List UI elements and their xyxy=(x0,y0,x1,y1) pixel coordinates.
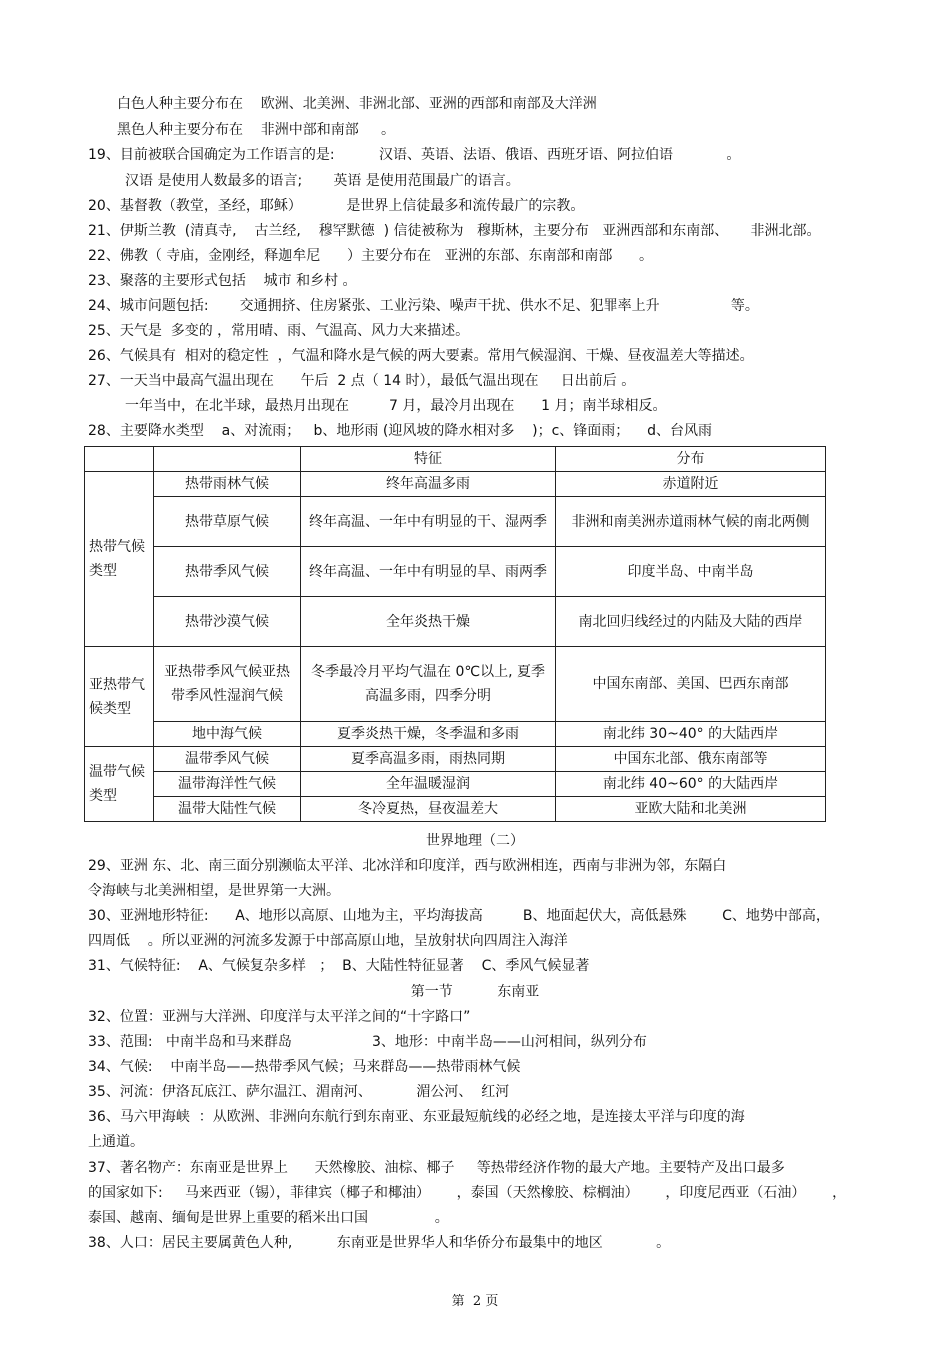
line-29-cont: 令海峡与北美洲相望，是世界第一大洲。 xyxy=(88,883,340,899)
climate-type-cell: 地中海气候 xyxy=(154,722,301,747)
table-row xyxy=(85,722,826,747)
header-cell-feature: 特征 xyxy=(301,447,556,472)
subsection-title: 第一节 东南亚 xyxy=(410,984,540,1000)
line-black-race: 黑色人种主要分布在 非洲中部和南部 。 xyxy=(117,122,396,138)
line-29: 29、亚洲 东、北、南三面分别濒临太平洋、北冰洋和印度洋，西与欧洲相连，西南与非洲为邻，东隔白 xyxy=(88,858,727,874)
line-35: 35、河流：伊洛瓦底江、萨尔温江、湄南河、 湄公河、 红河 xyxy=(88,1084,510,1100)
table-row xyxy=(85,497,826,547)
line-37-cont2: 泰国、越南、缅甸是世界上重要的稻米出口国 。 xyxy=(88,1210,449,1226)
climate-feature-cell: 终年高温、一年中有明显的旱、雨两季 xyxy=(301,547,556,597)
page-number: 第 2 页 xyxy=(451,1294,499,1309)
header-cell-distribution: 分布 xyxy=(556,447,826,472)
climate-feature-cell: 夏季炎热干燥，冬季温和多雨 xyxy=(301,722,556,747)
line-21: 21、伊斯兰教 (清真寺, 古兰经, 穆罕默德 ) 信徒被称为 穆斯林，主要分布 亚洲西部和东南部、 非洲北部。 xyxy=(88,223,821,239)
line-24: 24、城市问题包括: 交通拥挤、住房紧张、工业污染、噪声干扰、供水不足、犯罪率上升 等。 xyxy=(88,298,759,314)
table-row xyxy=(85,797,826,822)
line-33: 33、范围: 中南半岛和马来群岛 3、地形：中南半岛——山河相间，纵列分布 xyxy=(88,1034,647,1050)
line-26: 26、气候具有 相对的稳定性 ，气温和降水是气候的两大要素。常用气候湿润、干燥、昼夜温差大等描述。 xyxy=(88,348,754,364)
line-31: 31、气候特征: A、气候复杂多样 ； B、大陆性特征显著 C、季风气候显著 xyxy=(88,958,590,974)
line-white-race: 白色人种主要分布在 欧洲、北美洲、非洲北部、亚洲的西部和南部及大洋洲 xyxy=(117,96,597,112)
table-row xyxy=(85,547,826,597)
section-title: 世界地理（二） xyxy=(426,833,524,849)
climate-distribution-cell: 印度半岛、中南半岛 xyxy=(556,547,826,597)
header-cell-blank-2 xyxy=(154,447,301,472)
table-row xyxy=(85,647,826,722)
climate-type-cell: 热带季风气候 xyxy=(154,547,301,597)
group-label-subtropical: 亚热带气候类型 xyxy=(85,647,154,747)
line-37-cont: 的国家如下: 马来西亚（锡），菲律宾（椰子和椰油） ，泰国（天然橡胶、棕榈油） ，印度尼西亚（石油） ， xyxy=(88,1185,847,1201)
climate-distribution-cell: 非洲和南美洲赤道雨林气候的南北两侧 xyxy=(556,497,826,547)
climate-type-cell: 亚热带季风气候亚热带季风性湿润气候 xyxy=(154,647,301,722)
line-30-cont: 四周低 。所以亚洲的河流多发源于中部高原山地，呈放射状向四周注入海洋 xyxy=(88,933,568,949)
climate-feature-cell: 全年炎热干燥 xyxy=(301,597,556,647)
header-cell-blank-1 xyxy=(85,447,154,472)
climate-distribution-cell: 南北纬 40~60° 的大陆西岸 xyxy=(556,772,826,797)
table-row xyxy=(85,472,826,497)
line-32: 32、位置：亚洲与大洋洲、印度洋与太平洋之间的“十字路口” xyxy=(88,1009,471,1025)
line-34: 34、气候: 中南半岛——热带季风气候；马来群岛——热带雨林气候 xyxy=(88,1059,521,1075)
climate-distribution-cell: 赤道附近 xyxy=(556,472,826,497)
line-30: 30、亚洲地形特征: A、地形以高原、山地为主，平均海拔高 B、地面起伏大，高低悬殊 C、地势中部高， xyxy=(88,908,830,924)
line-25: 25、天气是 多变的 ，常用晴、雨、气温高、风力大来描述。 xyxy=(88,323,470,339)
line-28: 28、主要降水类型 a、对流雨； b、地形雨 (迎风坡的降水相对多 )；c、锋面雨； d、台风雨 xyxy=(88,423,712,439)
climate-distribution-cell: 南北纬 30~40° 的大陆西岸 xyxy=(556,722,826,747)
climate-distribution-cell: 亚欧大陆和北美洲 xyxy=(556,797,826,822)
table-header-row xyxy=(85,447,826,472)
table-row xyxy=(85,597,826,647)
climate-distribution-cell: 南北回归线经过的内陆及大陆的西岸 xyxy=(556,597,826,647)
climate-type-cell: 热带雨林气候 xyxy=(154,472,301,497)
line-37: 37、著名物产：东南亚是世界上 天然橡胶、油棕、椰子 等热带经济作物的最大产地。主要特产及出口最多 xyxy=(88,1160,785,1176)
climate-type-cell: 温带大陆性气候 xyxy=(154,797,301,822)
line-38: 38、人口：居民主要属黄色人种, 东南亚是世界华人和华侨分布最集中的地区 。 xyxy=(88,1235,671,1251)
climate-distribution-cell: 中国东北部、俄东南部等 xyxy=(556,747,826,772)
climate-feature-cell: 夏季高温多雨，雨热同期 xyxy=(301,747,556,772)
table-row xyxy=(85,772,826,797)
climate-type-cell: 温带海洋性气候 xyxy=(154,772,301,797)
climate-feature-cell: 终年高温多雨 xyxy=(301,472,556,497)
climate-type-cell: 热带草原气候 xyxy=(154,497,301,547)
line-36: 36、马六甲海峡 ：从欧洲、非洲向东航行到东南亚、东亚最短航线的必经之地，是连接太平洋与印度的海 xyxy=(88,1109,745,1125)
climate-type-cell: 热带沙漠气候 xyxy=(154,597,301,647)
line-27-sub: 一年当中，在北半球，最热月出现在 7 月，最冷月出现在 1 月；南半球相反。 xyxy=(125,398,667,414)
group-label-temperate: 温带气候类型 xyxy=(85,747,154,822)
line-20: 20、基督教（教堂，圣经，耶稣） 是世界上信徒最多和流传最广的宗教。 xyxy=(88,198,585,214)
climate-feature-cell: 冬冷夏热，昼夜温差大 xyxy=(301,797,556,822)
line-36-cont: 上通道。 xyxy=(88,1134,144,1150)
climate-distribution-cell: 中国东南部、美国、巴西东南部 xyxy=(556,647,826,722)
line-19-sub: 汉语 是使用人数最多的语言; 英语 是使用范围最广的语言。 xyxy=(125,173,520,189)
climate-feature-cell: 冬季最冷月平均气温在 0℃以上, 夏季高温多雨，四季分明 xyxy=(301,647,556,722)
climate-feature-cell: 终年高温、一年中有明显的干、湿两季 xyxy=(301,497,556,547)
line-23: 23、聚落的主要形式包括 城市 和乡村 。 xyxy=(88,273,357,289)
line-19: 19、目前被联合国确定为工作语言的是: 汉语、英语、法语、俄语、西班牙语、阿拉伯语 。 xyxy=(88,147,741,163)
climate-table xyxy=(84,446,826,822)
climate-feature-cell: 全年温暖湿润 xyxy=(301,772,556,797)
climate-type-cell: 温带季风气候 xyxy=(154,747,301,772)
table-row xyxy=(85,747,826,772)
line-27: 27、一天当中最高气温出现在 午后 2 点（ 14 时），最低气温出现在 日出前后 。 xyxy=(88,373,636,389)
group-label-tropical: 热带气候类型 xyxy=(85,472,154,647)
line-22: 22、佛教（ 寺庙，金刚经，释迦牟尼 ）主要分布在 亚洲的东部、东南部和南部 。 xyxy=(88,248,654,264)
